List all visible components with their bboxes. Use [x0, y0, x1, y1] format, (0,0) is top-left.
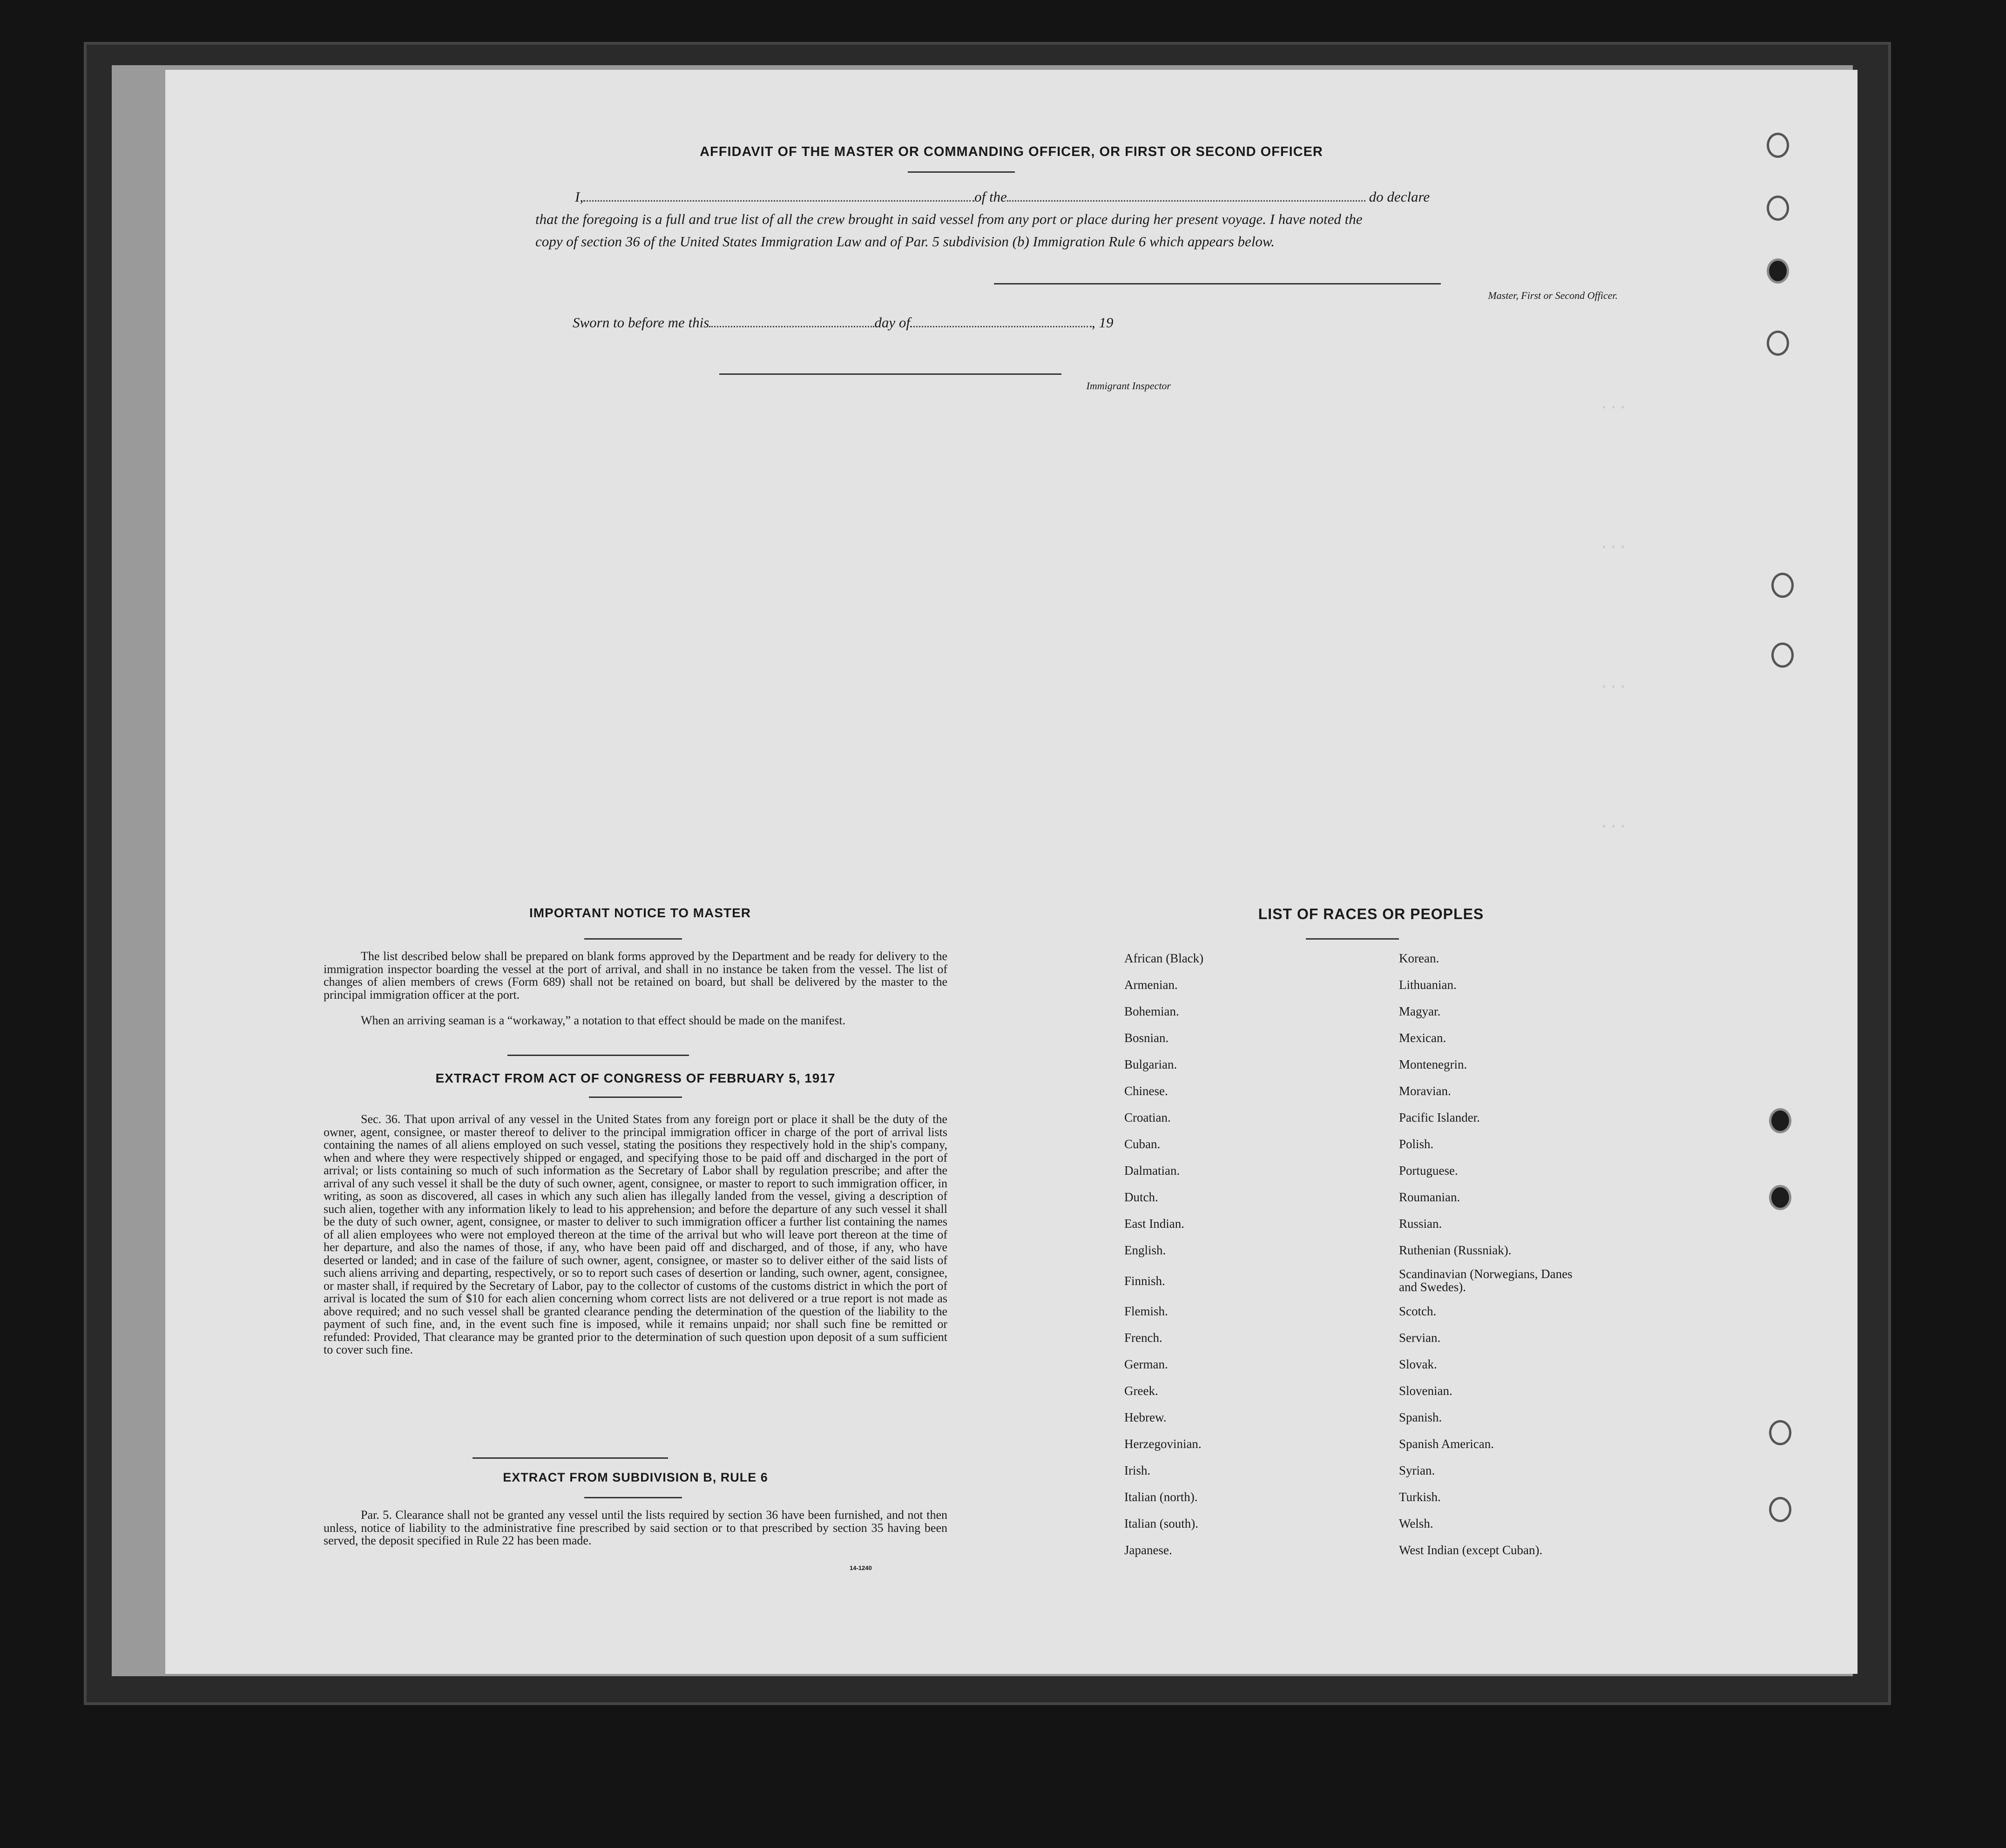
race-list-item: Scotch.	[1399, 1304, 1437, 1318]
race-list-item: English.	[1124, 1243, 1166, 1257]
race-list-item: Armenian.	[1124, 978, 1178, 992]
sworn-day-field[interactable]	[709, 313, 874, 327]
race-list-item: Dalmatian.	[1124, 1164, 1180, 1178]
affidavit-title: AFFIDAVIT OF THE MASTER OR COMMANDING OFFICER, OR FIRST OR SECOND OFFICER	[700, 144, 1323, 159]
binder-hole	[1771, 573, 1794, 598]
divider	[589, 1097, 682, 1098]
race-list-item: French.	[1124, 1331, 1162, 1345]
race-list-item: Pacific Islander.	[1399, 1110, 1480, 1124]
binder-hole	[1767, 258, 1789, 284]
race-list-item: Italian (south).	[1124, 1516, 1198, 1530]
binder-hole	[1769, 1185, 1791, 1210]
divider	[1306, 938, 1399, 940]
binder-hole	[1767, 331, 1789, 356]
signature-label: Master, First or Second Officer.	[1488, 290, 1618, 301]
divider	[473, 1457, 668, 1459]
race-list-item: Finnish.	[1124, 1274, 1165, 1288]
binder-hole	[1767, 196, 1789, 221]
race-list-item: Bosnian.	[1124, 1031, 1169, 1045]
affidavit-page: ... ... ... ... AFFIDAVIT OF THE MASTER OR COMMANDING OFFICER, OR FIRST OR SECOND OFFICER I, of the do declare that the foregoing is a full and true list of all the crew brought in said vessel from any port or place during her present voyage. I have noted the copy of section 36 of the United States Immigration Law and of Par. 5 subdivision (b) Immigration Rule 6 which appears below. Master, First or Second Officer. Sworn to before me this day of , 19 Immigrant Inspector IMPORTANT NOTICE TO MASTER The list described below shall be prepared on blank forms approved by the Department and be ready for delivery to the immigration inspector boarding the vessel at the port of arrival, and shall in no instance be taken from the vessel. The list of changes of alien members of crews (Form 689) shall not be retained on board, but shall be delivered by the master to the principal immigration officer at the port. When an arriving seaman is a “workaway,” a notation to that effect should be made on the manifest. EXTRACT FROM ACT OF CONGRESS OF FEBRUARY 5, 1917 Sec. 36. That upon arrival of any vessel in the United States from any foreign port or place it shall be the duty of the owner, agent, consignee, or master thereof to deliver to the principal immigration officer in charge of the port of arrival lists containing the names of all aliens employed on such vessel, stating the positions they respectively hold in the ship's company, when and where they were respectively shipped or engaged, and specifying those to be paid off and discharged in the port of arrival; or lists containing so much of such information as the Secretary of Labor shall by regulation prescribe; and after the arrival of any such vessel it shall be the duty of such owner, agent, consignee, or master to report to such immigration officer, in writing, as soon as discovered, all cases in which any such alien has illegally landed from the vessel, giving a description of such alien, together with any information likely to lead to his apprehension; and before the departure of any such vessel it shall be the duty of such owner, agent, consignee, or master to deliver to such immigration officer a further list containing the names of all alien employees who were not employed thereon at the time of the arrival but who will leave port thereon at the time of her departure, and also the names of those, if any, who have been paid off and discharged, and of those, if any, who have deserted or landed; and in case of the failure of such owner, agent, consignee, or master so to deliver either of the said lists of such aliens arriving and departing, respectively, or so to report such cases of desertion or landing, such owner, agent, consignee, or master shall, if required by the Secretary of Labor, pay to the collector of customs of the customs district in which the port of arrival is located the sum of $10 for each alien concerning whom correct lists are not delivered or a true report is not made as above required; and no such vessel shall be granted clearance pending the determination of the question of the liability to the payment of such fine, and, in the event such fine is imposed, while it remains unpaid; nor shall such fine be remitted or refunded: Provided, That clearance may be granted prior to the determination of such question upon deposit of a sum sufficient to cover such fine. EXTRACT FROM SUBDIVISION B, RULE 6 Par. 5. Clearance shall not be granted any vessel until the lists required by section 36 have been furnished, and not then unless, notice of liability to the administrative fine prescribed by said section or to that prescribed by section 35 having been served, the deposit specified in Rule 22 has been made. 14-1240 LIST OF RACES OR PEOPLES African (Black) Armenian. Bohemian. Bosnian. Bulgarian. Chinese. Croatian. Cuban. Dalmatian. Dutch. East Indian. English. Finnish. Flemish. French. German. Greek. Hebrew. Herzegovinian. Irish. Italian (north). Italian (south). Japanese. Korean. Lithuanian. Magyar. Mexican. Montenegrin. Moravian. Pacific Islander. Polish. Portuguese. Roumanian. Russian. Ruthenian (Russniak). Scandinavian (Norwegians, Danes and Swedes). Scotch. Servian. Slovak. Slovenian. Spanish. Spanish American. Syrian. Turkish. Welsh. West Indian (except Cuban).	[165, 70, 1857, 1674]
race-list-item: Japanese.	[1124, 1543, 1172, 1557]
divider	[584, 938, 682, 940]
notice-paragraph-1: The list described below shall be prepared on blank forms approved by the Department and be ready for delivery to the immigration inspector boarding the vessel at the port of arrival, and shall in no instance be taken from the vessel. The list of changes of alien members of crews (Form 689) shall not be retained on board, but shall be delivered by the master to the principal immigration officer at the port.	[324, 949, 947, 1002]
race-list-item: German.	[1124, 1357, 1168, 1371]
race-list-item: Polish.	[1399, 1137, 1434, 1151]
race-list-item: Herzegovinian.	[1124, 1437, 1202, 1451]
race-list-item: Welsh.	[1399, 1516, 1433, 1530]
race-list-item: Spanish American.	[1399, 1437, 1494, 1451]
divider	[908, 171, 1015, 173]
race-list-item: Turkish.	[1399, 1490, 1441, 1504]
race-list-item: Slovak.	[1399, 1357, 1437, 1371]
race-list-item: Portuguese.	[1399, 1164, 1458, 1178]
vessel-field[interactable]	[1007, 187, 1365, 202]
race-list-item: Croatian.	[1124, 1110, 1171, 1124]
inspector-label: Immigrant Inspector	[1086, 380, 1171, 392]
affidavit-line-1: I, of the do declare	[575, 186, 1618, 208]
race-list-item: African (Black)	[1124, 951, 1204, 965]
race-list-item: Lithuanian.	[1399, 978, 1457, 992]
race-list-item: Syrian.	[1399, 1463, 1435, 1477]
race-list-item: Roumanian.	[1399, 1190, 1460, 1204]
race-list-item: Greek.	[1124, 1384, 1158, 1398]
race-list-item: Montenegrin.	[1399, 1057, 1467, 1071]
binder-hole	[1769, 1108, 1791, 1133]
race-list-item: Cuban.	[1124, 1137, 1161, 1151]
name-field[interactable]	[583, 187, 974, 202]
notice-title: IMPORTANT NOTICE TO MASTER	[529, 906, 751, 920]
signature-line[interactable]	[994, 283, 1441, 284]
race-list-item: Irish.	[1124, 1463, 1151, 1477]
divider	[584, 1497, 682, 1498]
divider	[507, 1055, 689, 1056]
race-list-item: Chinese.	[1124, 1084, 1168, 1098]
race-list-item: Magyar.	[1399, 1004, 1441, 1018]
race-list-item: East Indian.	[1124, 1217, 1184, 1231]
race-list-item: Ruthenian (Russniak).	[1399, 1243, 1512, 1257]
races-left-column	[1124, 945, 1366, 1564]
race-list-item: Russian.	[1399, 1217, 1442, 1231]
races-right-column	[1399, 945, 1618, 1564]
binder-hole	[1771, 643, 1794, 668]
race-list-item: Moravian.	[1399, 1084, 1451, 1098]
race-list-item: Spanish.	[1399, 1410, 1442, 1424]
race-list-item: Italian (north).	[1124, 1490, 1198, 1504]
form-number: 14-1240	[850, 1564, 872, 1571]
race-list-item: Hebrew.	[1124, 1410, 1167, 1424]
race-list-item: Slovenian.	[1399, 1384, 1452, 1398]
binder-hole	[1769, 1497, 1791, 1522]
inspector-signature-line[interactable]	[719, 373, 1061, 375]
extract-rule-title: EXTRACT FROM SUBDIVISION B, RULE 6	[503, 1470, 768, 1484]
extract-act-title: EXTRACT FROM ACT OF CONGRESS OF FEBRUARY 5, 1917	[435, 1071, 836, 1085]
race-list-item: Bulgarian.	[1124, 1057, 1177, 1071]
race-list-item: Mexican.	[1399, 1031, 1446, 1045]
race-list-item: West Indian (except Cuban).	[1399, 1543, 1543, 1557]
sworn-line: Sworn to before me this day of , 19	[573, 312, 1224, 333]
race-list-item: Servian.	[1399, 1331, 1441, 1345]
extract-rule-text: Par. 5. Clearance shall not be granted any vessel until the lists required by section 36 have been furnished, and not then unless, notice of liability to the administrative fine prescribed by said section or to that prescribed by section 35 having been served, the deposit specified in Rule 22 has been made.	[324, 1508, 947, 1547]
sworn-month-field[interactable]	[910, 313, 1092, 327]
affidavit-line-3: copy of section 36 of the United States Immigration Law and of Par. 5 subdivision (b) Immigration Rule 6 which appears below.	[535, 233, 1275, 250]
race-list-item: Dutch.	[1124, 1190, 1158, 1204]
notice-paragraph-2: When an arriving seaman is a “workaway,” a notation to that effect should be made on the manifest.	[361, 1014, 846, 1027]
race-list-item: Flemish.	[1124, 1304, 1168, 1318]
extract-act-text: Sec. 36. That upon arrival of any vessel in the United States from any foreign port or place it shall be the duty of the owner, agent, consignee, or master thereof to deliver to the principal immigration officer in charge of the port of arrival lists containing the names of all aliens employed on such vessel, stating the positions they respectively hold in the ship's company, when and where they were respectively shipped or engaged, and specifying those to be paid off and discharged in the port of arrival; or lists containing so much of such information as the Secretary of Labor shall by regulation prescribe; and after the arrival of any such vessel it shall be the duty of such owner, agent, consignee, or master to report to such immigration officer, in writing, as soon as discovered, all cases in which any such alien has illegally landed from the vessel, giving a description of such alien, together with any information likely to lead to his apprehension; and before the departure of any such vessel it shall be the duty of such owner, agent, consignee, or master to deliver to such immigration officer a further list containing the names of all alien employees who were not employed thereon at the time of the arrival but who will leave port thereon at the time of her departure, and also the names of those, if any, who have been paid off and discharged, and of those, if any, who have deserted or landed; and in case of the failure of such owner, agent, consignee, or master so to deliver either of the said lists of such aliens arriving and departing, respectively, or so to report such cases of desertion or landing, such owner, agent, consignee, or master shall, if required by the Secretary of Labor, pay to the collector of customs of the customs district in which the port of arrival is located the sum of $10 for each alien concerning whom correct lists are not delivered or a true report is not made as above required; and no such vessel shall be granted clearance pending the determination of the question of the liability to the payment of such fine, and, in the event such fine is imposed, while it remains unpaid; nor shall such fine be remitted or refunded: Provided, That clearance may be granted prior to the determination of such question upon deposit of a sum sufficient to cover such fine.	[324, 1112, 947, 1356]
races-title: LIST OF RACES OR PEOPLES	[1258, 906, 1484, 922]
race-list-item: Korean.	[1399, 951, 1439, 965]
affidavit-line-2: that the foregoing is a full and true list of all the crew brought in said vessel from any port or place during her present voyage. I have noted the	[535, 211, 1363, 227]
binder-hole	[1769, 1420, 1791, 1445]
race-list-item: Bohemian.	[1124, 1004, 1179, 1018]
race-list-item: Scandinavian (Norwegians, Danes and Swedes).	[1399, 1267, 1573, 1294]
